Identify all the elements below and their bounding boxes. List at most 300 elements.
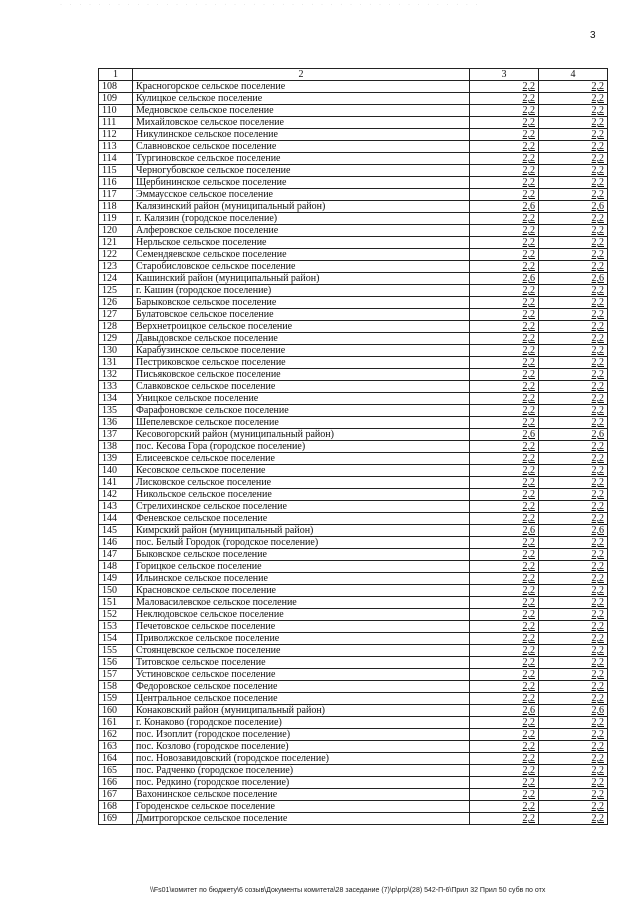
municipality-name: Лисковское сельское поселение [133, 477, 470, 489]
header-col-3: 3 [470, 69, 539, 81]
row-number: 168 [99, 801, 133, 813]
header-col-1: 1 [99, 69, 133, 81]
row-number: 160 [99, 705, 133, 717]
municipality-name: Красновское сельское поселение [133, 585, 470, 597]
value-col-4: 2,2 [539, 285, 608, 297]
value-col-3: 2,2 [470, 633, 539, 645]
value-col-4: 2,2 [539, 477, 608, 489]
value-col-3: 2,2 [470, 285, 539, 297]
header-col-4: 4 [539, 69, 608, 81]
table-row [99, 165, 608, 177]
value-col-4: 2,6 [539, 201, 608, 213]
value-col-4: 2,2 [539, 237, 608, 249]
value-col-4: 2,2 [539, 333, 608, 345]
value-col-4: 2,2 [539, 669, 608, 681]
value-col-4: 2,2 [539, 417, 608, 429]
value-col-3: 2,6 [470, 201, 539, 213]
value-col-4: 2,2 [539, 489, 608, 501]
value-col-4: 2,2 [539, 129, 608, 141]
row-number: 153 [99, 621, 133, 633]
table-row [99, 225, 608, 237]
value-col-4: 2,2 [539, 441, 608, 453]
row-number: 133 [99, 381, 133, 393]
municipality-name: Ильинское сельское поселение [133, 573, 470, 585]
value-col-3: 2,2 [470, 357, 539, 369]
municipality-name: Медновское сельское поселение [133, 105, 470, 117]
value-col-3: 2,2 [470, 681, 539, 693]
value-col-3: 2,2 [470, 513, 539, 525]
value-col-3: 2,2 [470, 765, 539, 777]
municipality-name: Феневское сельское поселение [133, 513, 470, 525]
value-col-3: 2,2 [470, 453, 539, 465]
value-col-3: 2,2 [470, 477, 539, 489]
row-number: 118 [99, 201, 133, 213]
value-col-4: 2,2 [539, 465, 608, 477]
table-row [99, 813, 608, 825]
table-row [99, 273, 608, 285]
data-table [98, 68, 608, 825]
value-col-3: 2,2 [470, 345, 539, 357]
value-col-4: 2,2 [539, 213, 608, 225]
row-number: 148 [99, 561, 133, 573]
municipality-name: Алферовское сельское поселение [133, 225, 470, 237]
municipality-name: пос. Новозавидовский (городское поселение) [133, 753, 470, 765]
table-row [99, 117, 608, 129]
value-col-3: 2,2 [470, 141, 539, 153]
municipality-name: Центральное сельское поселение [133, 693, 470, 705]
value-col-4: 2,6 [539, 525, 608, 537]
value-col-4: 2,2 [539, 453, 608, 465]
municipality-name: Эммаусское сельское поселение [133, 189, 470, 201]
value-col-4: 2,2 [539, 297, 608, 309]
municipality-name: Вахонинское сельское поселение [133, 789, 470, 801]
row-number: 113 [99, 141, 133, 153]
value-col-3: 2,2 [470, 441, 539, 453]
row-number: 157 [99, 669, 133, 681]
table-row [99, 177, 608, 189]
value-col-3: 2,2 [470, 645, 539, 657]
value-col-4: 2,2 [539, 345, 608, 357]
value-col-4: 2,2 [539, 753, 608, 765]
row-number: 110 [99, 105, 133, 117]
value-col-3: 2,2 [470, 105, 539, 117]
value-col-3: 2,2 [470, 117, 539, 129]
municipality-name: Щербининское сельское поселение [133, 177, 470, 189]
table-row [99, 597, 608, 609]
row-number: 109 [99, 93, 133, 105]
value-col-4: 2,2 [539, 693, 608, 705]
municipality-name: Давыдовское сельское поселение [133, 333, 470, 345]
value-col-4: 2,2 [539, 501, 608, 513]
table-row [99, 285, 608, 297]
table-row [99, 693, 608, 705]
row-number: 150 [99, 585, 133, 597]
value-col-3: 2,2 [470, 585, 539, 597]
value-col-4: 2,2 [539, 741, 608, 753]
row-number: 119 [99, 213, 133, 225]
table-row [99, 93, 608, 105]
table-row [99, 585, 608, 597]
table-row [99, 681, 608, 693]
row-number: 136 [99, 417, 133, 429]
value-col-3: 2,2 [470, 813, 539, 825]
row-number: 139 [99, 453, 133, 465]
value-col-3: 2,2 [470, 501, 539, 513]
row-number: 131 [99, 357, 133, 369]
table-row [99, 309, 608, 321]
value-col-3: 2,2 [470, 369, 539, 381]
value-col-3: 2,2 [470, 597, 539, 609]
value-col-3: 2,2 [470, 381, 539, 393]
row-number: 141 [99, 477, 133, 489]
row-number: 135 [99, 405, 133, 417]
value-col-4: 2,2 [539, 261, 608, 273]
value-col-4: 2,2 [539, 513, 608, 525]
municipality-name: Славковское сельское поселение [133, 381, 470, 393]
municipality-name: пос. Редкино (городское поселение) [133, 777, 470, 789]
table-row [99, 477, 608, 489]
municipality-name: Кашинский район (муниципальный район) [133, 273, 470, 285]
table-row [99, 249, 608, 261]
value-col-4: 2,2 [539, 549, 608, 561]
table-row [99, 621, 608, 633]
table-row [99, 141, 608, 153]
municipality-name: Маловасилевское сельское поселение [133, 597, 470, 609]
value-col-3: 2,2 [470, 333, 539, 345]
table-row [99, 777, 608, 789]
table-row [99, 573, 608, 585]
municipality-name: Уницкое сельское поселение [133, 393, 470, 405]
municipality-name: Городенское сельское поселение [133, 801, 470, 813]
table-row [99, 429, 608, 441]
table-row [99, 489, 608, 501]
value-col-4: 2,2 [539, 309, 608, 321]
municipality-name: Славновское сельское поселение [133, 141, 470, 153]
table-row [99, 393, 608, 405]
value-col-3: 2,2 [470, 417, 539, 429]
table-row [99, 789, 608, 801]
value-col-4: 2,2 [539, 681, 608, 693]
value-col-4: 2,2 [539, 381, 608, 393]
row-number: 120 [99, 225, 133, 237]
value-col-4: 2,2 [539, 393, 608, 405]
value-col-3: 2,2 [470, 321, 539, 333]
value-col-3: 2,2 [470, 177, 539, 189]
table-row [99, 705, 608, 717]
value-col-3: 2,6 [470, 525, 539, 537]
value-col-3: 2,2 [470, 465, 539, 477]
municipality-name: Неклюдовское сельское поселение [133, 609, 470, 621]
municipality-name: Горицкое сельское поселение [133, 561, 470, 573]
value-col-3: 2,2 [470, 393, 539, 405]
row-number: 124 [99, 273, 133, 285]
row-number: 144 [99, 513, 133, 525]
table-row [99, 405, 608, 417]
table-row [99, 717, 608, 729]
municipality-name: Старобисловское сельское поселение [133, 261, 470, 273]
value-col-4: 2,2 [539, 657, 608, 669]
value-col-4: 2,2 [539, 141, 608, 153]
row-number: 115 [99, 165, 133, 177]
value-col-4: 2,2 [539, 537, 608, 549]
row-number: 158 [99, 681, 133, 693]
value-col-3: 2,2 [470, 741, 539, 753]
row-number: 134 [99, 393, 133, 405]
row-number: 117 [99, 189, 133, 201]
value-col-4: 2,6 [539, 705, 608, 717]
municipality-name: Фарафоновское сельское поселение [133, 405, 470, 417]
table-row [99, 537, 608, 549]
table-row [99, 465, 608, 477]
municipality-name: пос. Радченко (городское поселение) [133, 765, 470, 777]
value-col-3: 2,2 [470, 789, 539, 801]
row-number: 142 [99, 489, 133, 501]
municipality-name: Письяковское сельское поселение [133, 369, 470, 381]
table-row [99, 333, 608, 345]
row-number: 147 [99, 549, 133, 561]
value-col-4: 2,2 [539, 573, 608, 585]
municipality-name: Кесовогорский район (муниципальный район) [133, 429, 470, 441]
municipality-name: Дмитрогорское сельское поселение [133, 813, 470, 825]
row-number: 161 [99, 717, 133, 729]
value-col-3: 2,2 [470, 129, 539, 141]
row-number: 112 [99, 129, 133, 141]
table-row [99, 381, 608, 393]
table-row [99, 729, 608, 741]
municipality-name: Никулинское сельское поселение [133, 129, 470, 141]
table-row [99, 453, 608, 465]
table-row [99, 501, 608, 513]
table-row [99, 369, 608, 381]
municipality-name: Верхнетроицкое сельское поселение [133, 321, 470, 333]
value-col-3: 2,2 [470, 609, 539, 621]
row-number: 164 [99, 753, 133, 765]
table-row [99, 741, 608, 753]
value-col-3: 2,6 [470, 705, 539, 717]
scan-noise-strip: · · · · · · · · · · · · · · · · · · · · · · · · · · · · · · · · · · · · · · · · · · · · [60, 2, 481, 8]
municipality-name: Карабузинское сельское поселение [133, 345, 470, 357]
municipality-name: Семендяевское сельское поселение [133, 249, 470, 261]
table-row [99, 105, 608, 117]
value-col-3: 2,2 [470, 93, 539, 105]
row-number: 138 [99, 441, 133, 453]
row-number: 151 [99, 597, 133, 609]
value-col-4: 2,2 [539, 729, 608, 741]
value-col-3: 2,2 [470, 693, 539, 705]
page-number: 3 [590, 30, 596, 41]
table-row [99, 261, 608, 273]
value-col-4: 2,2 [539, 717, 608, 729]
row-number: 127 [99, 309, 133, 321]
header-col-2: 2 [133, 69, 470, 81]
table-row [99, 669, 608, 681]
municipality-name: Федоровское сельское поселение [133, 681, 470, 693]
row-number: 149 [99, 573, 133, 585]
municipality-name: пос. Изоплит (городское поселение) [133, 729, 470, 741]
table-row [99, 189, 608, 201]
value-col-4: 2,2 [539, 189, 608, 201]
table-row [99, 417, 608, 429]
row-number: 165 [99, 765, 133, 777]
value-col-3: 2,2 [470, 213, 539, 225]
table-row [99, 81, 608, 93]
municipality-name: Шепелевское сельское поселение [133, 417, 470, 429]
row-number: 159 [99, 693, 133, 705]
table-row [99, 441, 608, 453]
value-col-4: 2,2 [539, 177, 608, 189]
municipality-name: Приволжское сельское поселение [133, 633, 470, 645]
footer-file-path: \\Fs01\комитет по бюджету\6 созыв\Документы комитета\28 заседание (7)\p\prp\(28) 542-П-6\Прил 32 Прил 50 субв по отх [150, 887, 546, 894]
value-col-3: 2,2 [470, 153, 539, 165]
table-row [99, 645, 608, 657]
value-col-3: 2,2 [470, 489, 539, 501]
table-row [99, 561, 608, 573]
table-row [99, 765, 608, 777]
value-col-3: 2,2 [470, 777, 539, 789]
municipality-name: Никольское сельское поселение [133, 489, 470, 501]
municipality-name: Булатовское сельское поселение [133, 309, 470, 321]
value-col-3: 2,2 [470, 561, 539, 573]
municipality-name: пос. Козлово (городское поселение) [133, 741, 470, 753]
value-col-3: 2,2 [470, 669, 539, 681]
value-col-4: 2,2 [539, 357, 608, 369]
value-col-4: 2,2 [539, 645, 608, 657]
row-number: 130 [99, 345, 133, 357]
table-row [99, 609, 608, 621]
value-col-4: 2,6 [539, 429, 608, 441]
municipality-name: пос. Белый Городок (городское поселение) [133, 537, 470, 549]
value-col-4: 2,6 [539, 273, 608, 285]
value-col-3: 2,2 [470, 81, 539, 93]
value-col-4: 2,2 [539, 585, 608, 597]
value-col-4: 2,2 [539, 621, 608, 633]
value-col-4: 2,2 [539, 405, 608, 417]
value-col-4: 2,2 [539, 81, 608, 93]
row-number: 146 [99, 537, 133, 549]
value-col-4: 2,2 [539, 597, 608, 609]
row-number: 140 [99, 465, 133, 477]
row-number: 126 [99, 297, 133, 309]
municipality-name: Михайловское сельское поселение [133, 117, 470, 129]
row-number: 128 [99, 321, 133, 333]
value-col-3: 2,2 [470, 801, 539, 813]
value-col-3: 2,2 [470, 753, 539, 765]
value-col-3: 2,2 [470, 657, 539, 669]
value-col-3: 2,2 [470, 309, 539, 321]
table-row [99, 129, 608, 141]
municipality-name: Стоянцевское сельское поселение [133, 645, 470, 657]
row-number: 155 [99, 645, 133, 657]
row-number: 145 [99, 525, 133, 537]
row-number: 111 [99, 117, 133, 129]
row-number: 162 [99, 729, 133, 741]
row-number: 122 [99, 249, 133, 261]
value-col-3: 2,2 [470, 537, 539, 549]
row-number: 152 [99, 609, 133, 621]
value-col-4: 2,2 [539, 561, 608, 573]
table-row [99, 201, 608, 213]
municipality-name: Кимрский район (муниципальный район) [133, 525, 470, 537]
table-row [99, 633, 608, 645]
value-col-3: 2,2 [470, 729, 539, 741]
value-col-4: 2,2 [539, 801, 608, 813]
municipality-name: Нерльское сельское поселение [133, 237, 470, 249]
value-col-4: 2,2 [539, 609, 608, 621]
municipality-name: Устиновское сельское поселение [133, 669, 470, 681]
row-number: 143 [99, 501, 133, 513]
value-col-4: 2,2 [539, 93, 608, 105]
value-col-4: 2,2 [539, 249, 608, 261]
row-number: 132 [99, 369, 133, 381]
value-col-3: 2,2 [470, 573, 539, 585]
table-row [99, 657, 608, 669]
row-number: 123 [99, 261, 133, 273]
municipality-name: пос. Кесова Гора (городское поселение) [133, 441, 470, 453]
municipality-name: Кулицкое сельское поселение [133, 93, 470, 105]
value-col-3: 2,6 [470, 429, 539, 441]
value-col-3: 2,2 [470, 237, 539, 249]
value-col-3: 2,2 [470, 621, 539, 633]
value-col-3: 2,2 [470, 249, 539, 261]
table-row [99, 237, 608, 249]
table-row [99, 753, 608, 765]
municipality-name: Стрелихинское сельское поселение [133, 501, 470, 513]
table-row [99, 321, 608, 333]
value-col-4: 2,2 [539, 813, 608, 825]
value-col-3: 2,2 [470, 225, 539, 237]
value-col-4: 2,2 [539, 321, 608, 333]
row-number: 154 [99, 633, 133, 645]
table-row [99, 297, 608, 309]
municipality-name: г. Конаково (городское поселение) [133, 717, 470, 729]
municipality-name: Барыковское сельское поселение [133, 297, 470, 309]
row-number: 108 [99, 81, 133, 93]
row-number: 114 [99, 153, 133, 165]
value-col-3: 2,2 [470, 261, 539, 273]
value-col-3: 2,6 [470, 273, 539, 285]
row-number: 166 [99, 777, 133, 789]
value-col-4: 2,2 [539, 765, 608, 777]
municipality-name: Титовское сельское поселение [133, 657, 470, 669]
value-col-4: 2,2 [539, 225, 608, 237]
municipality-name: Калязинский район (муниципальный район) [133, 201, 470, 213]
value-col-3: 2,2 [470, 549, 539, 561]
table-row [99, 153, 608, 165]
value-col-4: 2,2 [539, 153, 608, 165]
row-number: 167 [99, 789, 133, 801]
table-header-row [99, 69, 608, 81]
value-col-3: 2,2 [470, 717, 539, 729]
municipality-name: Конаковский район (муниципальный район) [133, 705, 470, 717]
row-number: 163 [99, 741, 133, 753]
row-number: 129 [99, 333, 133, 345]
municipality-name: Черногубовское сельское поселение [133, 165, 470, 177]
municipality-name: Пестриковское сельское поселение [133, 357, 470, 369]
table-row [99, 513, 608, 525]
table-row [99, 801, 608, 813]
value-col-4: 2,2 [539, 369, 608, 381]
value-col-4: 2,2 [539, 105, 608, 117]
table-row [99, 525, 608, 537]
value-col-3: 2,2 [470, 405, 539, 417]
value-col-4: 2,2 [539, 633, 608, 645]
row-number: 137 [99, 429, 133, 441]
municipality-name: г. Кашин (городское поселение) [133, 285, 470, 297]
municipality-name: Быковское сельское поселение [133, 549, 470, 561]
row-number: 125 [99, 285, 133, 297]
municipality-name: Тургиновское сельское поселение [133, 153, 470, 165]
municipality-name: г. Калязин (городское поселение) [133, 213, 470, 225]
